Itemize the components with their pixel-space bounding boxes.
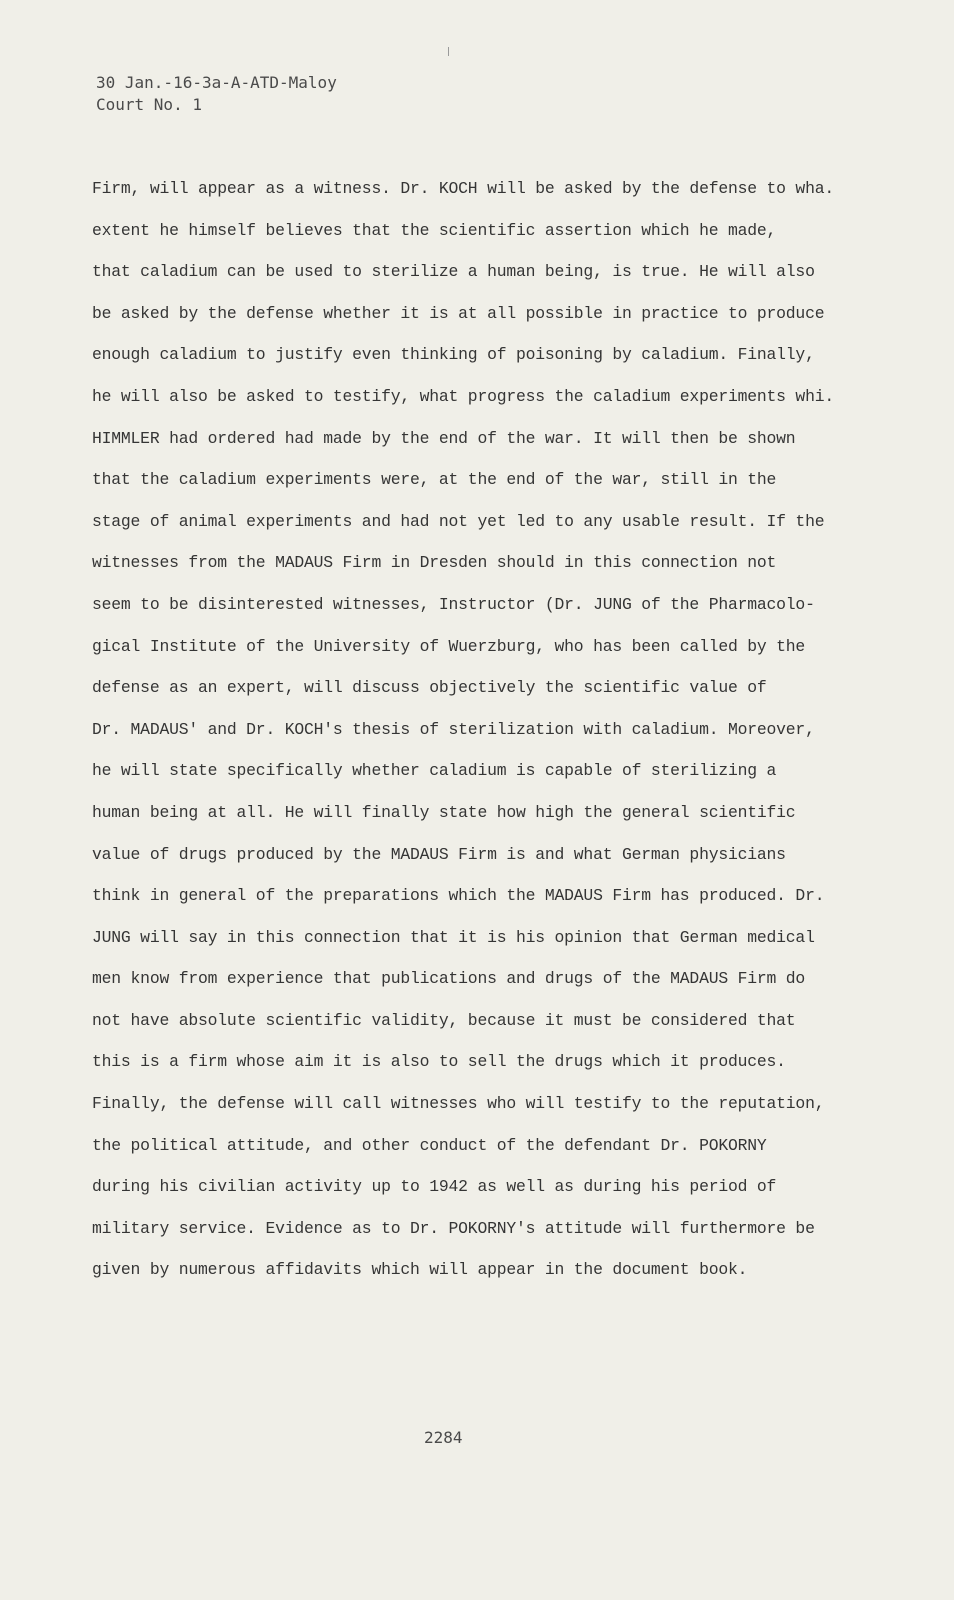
text-line: men know from experience that publications and drugs of the MADAUS Firm do xyxy=(92,969,806,989)
text-line: be asked by the defense whether it is at all possible in practice to produce xyxy=(92,303,825,323)
text-line: human being at all. He will finally state how high the general scientific xyxy=(92,802,796,822)
text-line: this is a firm whose aim it is also to sell the drugs which it produces. xyxy=(92,1052,786,1072)
text-line: JUNG will say in this connection that it is his opinion that German medical xyxy=(92,927,815,947)
text-line: that the caladium experiments were, at the end of the war, still in the xyxy=(92,470,777,490)
text-line: seem to be disinterested witnesses, Instructor (Dr. JUNG of the Pharmacolo- xyxy=(92,594,815,614)
text-line: military service. Evidence as to Dr. POKORNY's attitude will furthermore be xyxy=(92,1218,815,1238)
text-line: given by numerous affidavits which will appear in the document book. xyxy=(92,1260,748,1280)
text-line: stage of animal experiments and had not yet led to any usable result. If the xyxy=(92,511,825,531)
document-body xyxy=(92,178,892,1301)
text-line: extent he himself believes that the scientific assertion which he made, xyxy=(92,220,777,240)
text-line: during his civilian activity up to 1942 as well as during his period of xyxy=(92,1177,777,1197)
text-line: defense as an expert, will discuss objectively the scientific value of xyxy=(92,678,767,698)
paper-mark xyxy=(448,47,449,56)
text-line: HIMMLER had ordered had made by the end of the war. It will then be shown xyxy=(92,428,796,448)
text-line: gical Institute of the University of Wuerzburg, who has been called by the xyxy=(92,636,806,656)
header-reference: 30 Jan.-16-3a-A-ATD-Maloy xyxy=(96,73,337,92)
page-number: 2284 xyxy=(424,1428,463,1447)
text-line: think in general of the preparations which the MADAUS Firm has produced. Dr. xyxy=(92,886,825,906)
text-line: not have absolute scientific validity, because it must be considered that xyxy=(92,1010,796,1030)
text-line: witnesses from the MADAUS Firm in Dresden should in this connection not xyxy=(92,553,777,573)
header-court: Court No. 1 xyxy=(96,95,202,114)
document-header xyxy=(96,72,337,116)
text-line: that caladium can be used to sterilize a human being, is true. He will also xyxy=(92,262,815,282)
text-line: enough caladium to justify even thinking of poisoning by caladium. Finally, xyxy=(92,345,815,365)
text-line: Firm, will appear as a witness. Dr. KOCH will be asked by the defense to wha. xyxy=(92,179,834,198)
text-line: he will state specifically whether caladium is capable of sterilizing a xyxy=(92,761,777,781)
text-line: he will also be asked to testify, what progress the caladium experiments whi. xyxy=(92,386,834,406)
text-line: value of drugs produced by the MADAUS Firm is and what German physicians xyxy=(92,844,786,864)
text-line: the political attitude, and other conduct of the defendant Dr. POKORNY xyxy=(92,1135,767,1155)
text-line: Dr. MADAUS' and Dr. KOCH's thesis of sterilization with caladium. Moreover, xyxy=(92,719,815,739)
text-line: Finally, the defense will call witnesses who will testify to the reputation, xyxy=(92,1094,825,1114)
